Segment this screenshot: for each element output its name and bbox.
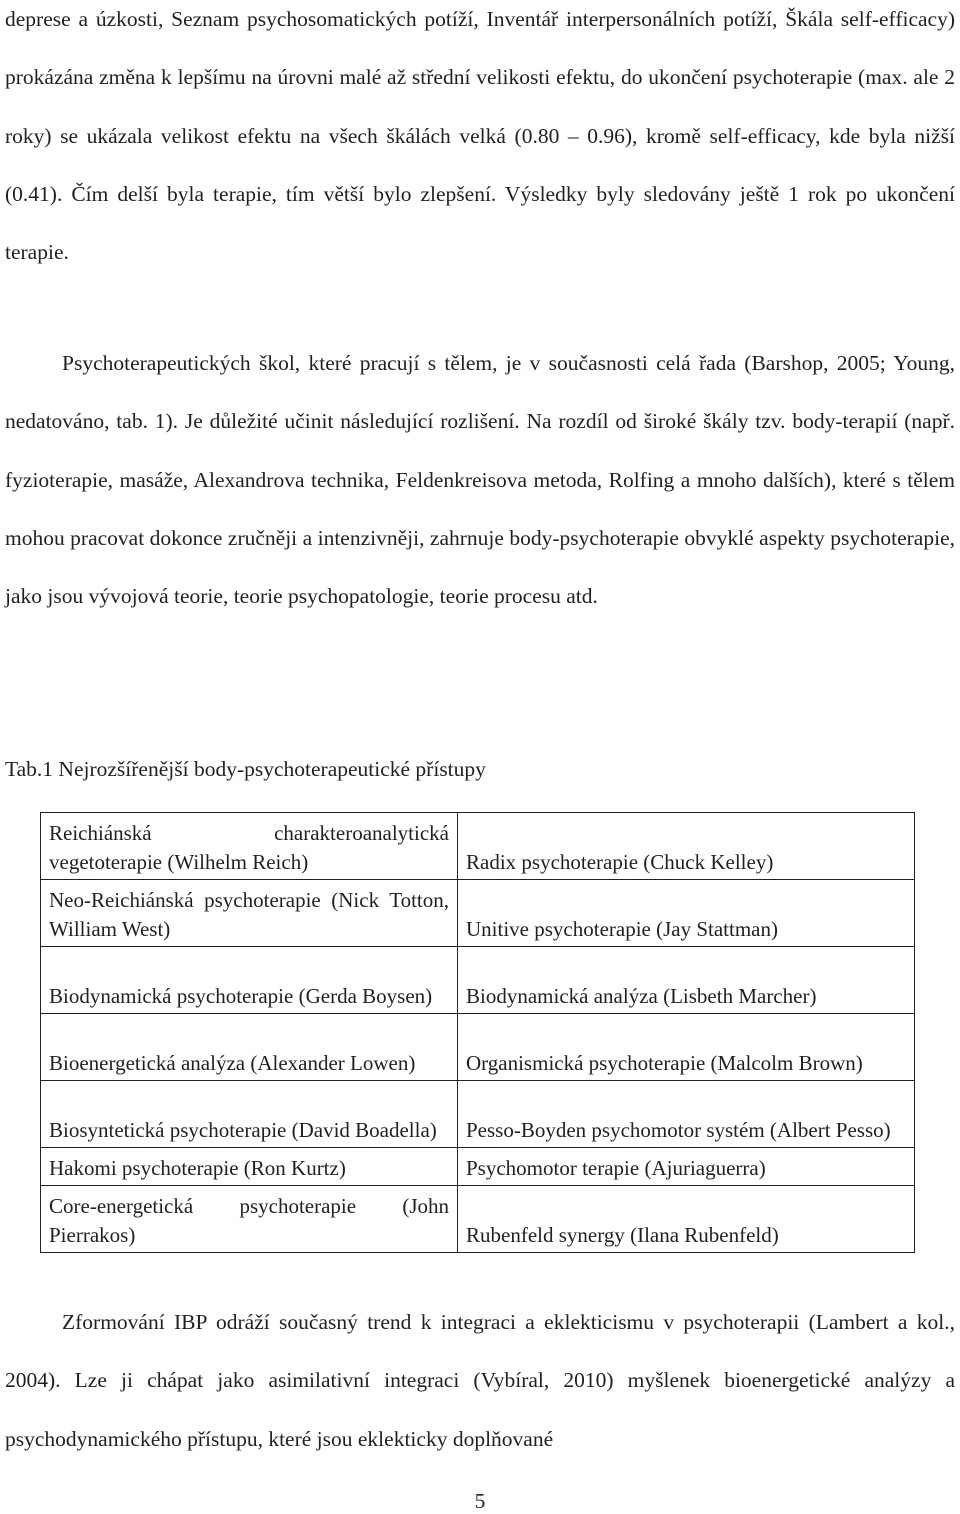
table-cell: Core-energetická psychoterapie (John Pierrakos): [41, 1186, 458, 1253]
paragraph-body-psychotherapy-schools: Psychoterapeutických škol, které pracují s tělem, je v současnosti celá řada (Barshop, 2005; Young, nedatováno, tab. 1). Je důležité učinit následující rozlišení. Na rozdíl od široké škály tzv. body-terapií (např. fyzioterapie, masáže, Alexandrova technika, Feldenkreisova metoda, Rolfing a mnoho dalších), které s tělem mohou pracovat dokonce zručněji a intenzivněji, zahrnuje body-psychoterapie obvyklé aspekty psychoterapie, jako jsou vývojová teorie, teorie psychopatologie, teorie procesu atd.: [5, 351, 955, 609]
paragraph-ibp-integration: Zformování IBP odráží současný trend k integraci a eklekticismu v psychoterapii (Lambert a kol., 2004). Lze ji chápat jako asimilativní integraci (Vybíral, 2010) myšlenek bioenergetické analýzy a psychodynamického přístupu, které jsou eklekticky doplňované: [5, 1310, 955, 1451]
table-cell: Unitive psychoterapie (Jay Stattman): [458, 880, 915, 947]
table-cell: Biodynamická psychoterapie (Gerda Boysen): [41, 947, 458, 1014]
table-cell: Bioenergetická analýza (Alexander Lowen): [41, 1014, 458, 1081]
table-cell: Hakomi psychoterapie (Ron Kurtz): [41, 1148, 458, 1186]
table-cell: Radix psychoterapie (Chuck Kelley): [458, 813, 915, 880]
table-cell: Biodynamická analýza (Lisbeth Marcher): [458, 947, 915, 1014]
table-row: [41, 1186, 915, 1253]
table-cell: Neo-Reichiánská psychoterapie (Nick Totton, William West): [41, 880, 458, 947]
table-cell: Psychomotor terapie (Ajuriaguerra): [458, 1148, 915, 1186]
table-row: [41, 1081, 915, 1148]
table-cell: Biosyntetická psychoterapie (David Boadella): [41, 1081, 458, 1148]
table-row: [41, 1014, 915, 1081]
table-cell: Rubenfeld synergy (Ilana Rubenfeld): [458, 1186, 915, 1253]
paragraph-study-results: deprese a úzkosti, Seznam psychosomatických potíží, Inventář interpersonálních potíží, Škála self-efficacy) prokázána změna k lepšímu na úrovni malé až střední velikosti efektu, do ukončení psychoterapie (max. ale 2 roky) se ukázala velikost efektu na všech škálách velká (0.80 – 0.96), kromě self-efficacy, kde byla nižší (0.41). Čím delší byla terapie, tím větší bylo zlepšení. Výsledky byly sledovány ještě 1 rok po ukončení terapie.: [5, 7, 955, 265]
table-caption: Tab.1 Nejrozšířenější body-psychoterapeutické přístupy: [5, 757, 486, 781]
table-row: [41, 1148, 915, 1186]
table-row: [41, 880, 915, 947]
body-psychotherapy-approaches-table: [40, 812, 915, 1253]
table-cell: Pesso-Boyden psychomotor systém (Albert Pesso): [458, 1081, 915, 1148]
table-cell: Reichiánská charakteroanalytická vegetoterapie (Wilhelm Reich): [41, 813, 458, 880]
table-row: [41, 947, 915, 1014]
table-cell: Organismická psychoterapie (Malcolm Brown): [458, 1014, 915, 1081]
page-number: 5: [474, 1489, 486, 1513]
table-row: [41, 813, 915, 880]
